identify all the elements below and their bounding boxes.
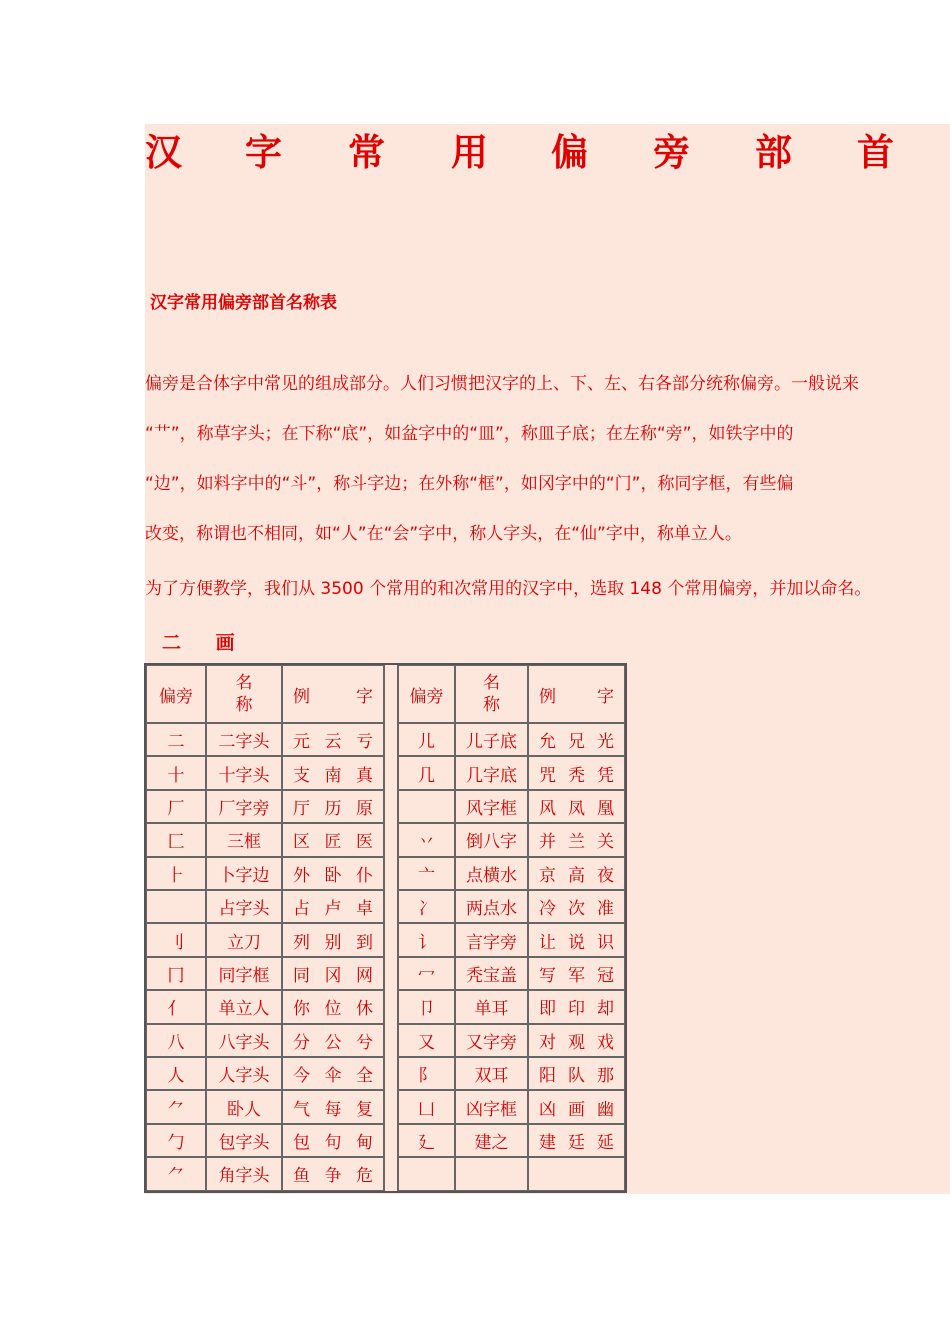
- example-char: 却: [597, 999, 614, 1020]
- radical-cell: 冖: [398, 957, 455, 990]
- example-char: 别: [324, 932, 342, 953]
- example-char: 并: [539, 832, 556, 853]
- example-char: 支: [293, 765, 310, 786]
- header-name-top: 名: [235, 673, 253, 693]
- example-char: 让: [539, 932, 556, 953]
- example-char: 秃: [568, 765, 585, 786]
- example-chars-cell: [282, 857, 384, 890]
- example-char: 今: [293, 1066, 310, 1087]
- example-char: 争: [324, 1166, 342, 1187]
- table-row: [146, 890, 625, 923]
- header-example: [282, 665, 384, 723]
- example-char: 冠: [597, 965, 614, 986]
- example-char: 对: [539, 1032, 556, 1053]
- example-char: 说: [568, 932, 585, 953]
- example-chars-cell: [282, 890, 384, 923]
- example-char: 列: [293, 932, 310, 953]
- example-char: 匠: [324, 832, 342, 853]
- example-char: 仆: [356, 865, 373, 886]
- radical-name-cell: 三框: [206, 823, 282, 856]
- radical-name-cell: 儿子底: [455, 723, 528, 756]
- radical-cell: [146, 890, 206, 923]
- example-char: 甸: [356, 1132, 373, 1153]
- header-radical: 偏旁: [146, 665, 206, 723]
- example-char: 凶: [539, 1099, 556, 1120]
- radical-name-cell: 十字头: [206, 756, 282, 789]
- example-char: 建: [539, 1132, 556, 1153]
- header-example-left: 例: [539, 686, 556, 707]
- table-header-row: [146, 665, 625, 723]
- radical-table: [144, 663, 627, 1193]
- section-heading: [162, 628, 235, 655]
- example-chars-cell: [282, 1057, 384, 1090]
- example-chars-cell: [282, 756, 384, 789]
- example-char: 你: [293, 999, 310, 1020]
- example-char: 风: [539, 798, 556, 819]
- example-char: 卓: [356, 899, 373, 920]
- radical-cell: 丷: [398, 823, 455, 856]
- page-title: [0, 128, 950, 178]
- radical-cell: 凵: [398, 1090, 455, 1123]
- example-char: 包: [293, 1132, 310, 1153]
- example-char: 厅: [293, 798, 310, 819]
- radical-cell: 亠: [398, 857, 455, 890]
- example-char: 廷: [568, 1132, 585, 1153]
- radical-name-cell: 卧人: [206, 1090, 282, 1123]
- example-char: 危: [356, 1166, 373, 1187]
- example-char: 原: [356, 798, 373, 819]
- radical-name-cell: 卜字边: [206, 857, 282, 890]
- radical-cell: 廴: [398, 1124, 455, 1157]
- example-char: 允: [539, 732, 556, 753]
- example-char: 准: [597, 899, 614, 920]
- radical-name-cell: 建之: [455, 1124, 528, 1157]
- table-row: [146, 923, 625, 956]
- header-example: [528, 665, 625, 723]
- example-char: 兮: [356, 1032, 373, 1053]
- radical-cell: 二: [146, 723, 206, 756]
- table-row: [146, 857, 625, 890]
- radical-name-cell: [455, 1157, 528, 1190]
- example-char: 卢: [324, 899, 342, 920]
- example-chars-cell: [528, 756, 625, 789]
- example-char: 气: [293, 1099, 310, 1120]
- example-char: 真: [356, 765, 373, 786]
- example-char: 每: [324, 1099, 342, 1120]
- paragraph-line: 偏旁是合体字中常见的组成部分。人们习惯把汉字的上、下、左、右各部分统称偏旁。一般说来: [145, 374, 859, 394]
- example-char: 凰: [597, 798, 614, 819]
- radical-name-cell: 厂字旁: [206, 790, 282, 823]
- example-char: 分: [293, 1032, 310, 1053]
- example-char: 光: [597, 732, 614, 753]
- example-char: 公: [324, 1032, 342, 1053]
- example-char: 云: [324, 732, 342, 753]
- header-radical: 偏旁: [398, 665, 455, 723]
- radical-name-cell: 单立人: [206, 990, 282, 1023]
- paragraph-line: 改变，称谓也不相同，如“人”在“会”字中，称人字头，在“仙”字中，称单立人。: [145, 524, 742, 544]
- radical-cell: 十: [146, 756, 206, 789]
- example-chars-cell: [282, 1090, 384, 1123]
- example-char: 网: [356, 965, 373, 986]
- example-chars-cell: [528, 823, 625, 856]
- radical-cell: 卩: [398, 990, 455, 1023]
- example-char: 到: [356, 932, 373, 953]
- radical-name-cell: 秃宝盖: [455, 957, 528, 990]
- radical-name-cell: 言字旁: [455, 923, 528, 956]
- title-char: 旁: [653, 131, 690, 174]
- example-char: 那: [597, 1066, 614, 1087]
- subtitle: 汉字常用偏旁部首名称表: [150, 293, 337, 313]
- example-chars-cell: [528, 1090, 625, 1123]
- example-chars-cell: [282, 957, 384, 990]
- example-char: 句: [324, 1132, 342, 1153]
- example-chars-cell: [528, 1024, 625, 1057]
- radical-name-cell: 人字头: [206, 1057, 282, 1090]
- radical-name-cell: 同字框: [206, 957, 282, 990]
- section-heading-char: 画: [215, 632, 235, 654]
- header-name: [206, 665, 282, 723]
- table-row: [146, 957, 625, 990]
- example-char: 队: [568, 1066, 585, 1087]
- paragraph-line: “边”，如料字中的“斗”，称斗字边；在外称“框”，如冈字中的“门”，称同字框，有些偏: [145, 474, 794, 494]
- example-char: 南: [324, 765, 342, 786]
- radical-name-cell: 占字头: [206, 890, 282, 923]
- radical-cell: 亻: [146, 990, 206, 1023]
- radical-name-cell: 八字头: [206, 1024, 282, 1057]
- example-char: 卧: [324, 865, 342, 886]
- example-chars-cell: [282, 1124, 384, 1157]
- table-row: [146, 1057, 625, 1090]
- example-char: 亏: [356, 732, 373, 753]
- table-row: [146, 990, 625, 1023]
- example-char: 凭: [597, 765, 614, 786]
- header-example-left: 例: [293, 686, 310, 707]
- example-char: 同: [293, 965, 310, 986]
- example-chars-cell: [282, 923, 384, 956]
- example-char: 关: [597, 832, 614, 853]
- radical-cell: 匚: [146, 823, 206, 856]
- title-char: 字: [245, 131, 282, 174]
- example-chars-cell: [528, 957, 625, 990]
- example-char: 戏: [597, 1032, 614, 1053]
- example-char: 全: [356, 1066, 373, 1087]
- header-name: [455, 665, 528, 723]
- radical-cell: [398, 790, 455, 823]
- title-char: 部: [755, 131, 792, 174]
- example-char: 复: [356, 1099, 373, 1120]
- title-char: 偏: [551, 131, 588, 174]
- radical-name-cell: 凶字框: [455, 1090, 528, 1123]
- radical-cell: ⺊: [146, 857, 206, 890]
- example-char: 印: [568, 999, 585, 1020]
- example-char: 元: [293, 732, 310, 753]
- radical-cell: 几: [398, 756, 455, 789]
- radical-name-cell: 角字头: [206, 1157, 282, 1190]
- section-heading-char: 二: [162, 632, 182, 654]
- table-row: [146, 756, 625, 789]
- paragraph-line: 为了方便教学，我们从 3500 个常用的和次常用的汉字中，选取 148 个常用偏旁，并加以命名。: [145, 579, 872, 599]
- radical-cell: 人: [146, 1057, 206, 1090]
- example-char: 休: [356, 999, 373, 1020]
- example-char: 兰: [568, 832, 585, 853]
- example-char: 夜: [597, 865, 614, 886]
- radical-cell: 儿: [398, 723, 455, 756]
- radical-name-cell: 又字旁: [455, 1024, 528, 1057]
- radical-cell: ⺈: [146, 1157, 206, 1190]
- example-char: 冷: [539, 899, 556, 920]
- title-char: 汉: [145, 131, 182, 174]
- example-char: 画: [568, 1099, 585, 1120]
- radical-name-cell: 包字头: [206, 1124, 282, 1157]
- example-char: 延: [597, 1132, 614, 1153]
- radical-name-cell: 倒八字: [455, 823, 528, 856]
- header-example-right: 字: [356, 686, 373, 707]
- radical-cell: 厂: [146, 790, 206, 823]
- example-chars-cell: [282, 1157, 384, 1190]
- radical-cell: 冂: [146, 957, 206, 990]
- radical-cell: 刂: [146, 923, 206, 956]
- example-chars-cell: [282, 823, 384, 856]
- table-row: [146, 790, 625, 823]
- header-name-top: 名: [483, 673, 500, 693]
- example-chars-cell: [528, 923, 625, 956]
- radical-name-cell: 两点水: [455, 890, 528, 923]
- example-char: 阳: [539, 1066, 556, 1087]
- example-char: 鱼: [293, 1166, 310, 1187]
- example-chars-cell: [528, 1124, 625, 1157]
- radical-cell: 冫: [398, 890, 455, 923]
- example-char: 占: [293, 899, 310, 920]
- example-char: 京: [539, 865, 556, 886]
- title-char: 首: [857, 131, 894, 174]
- radical-cell: 八: [146, 1024, 206, 1057]
- example-chars-cell: [282, 1024, 384, 1057]
- radical-name-cell: 点横水: [455, 857, 528, 890]
- radical-name-cell: 立刀: [206, 923, 282, 956]
- table-row: [146, 1090, 625, 1123]
- example-char: 次: [568, 899, 585, 920]
- example-chars-cell: [528, 857, 625, 890]
- radical-cell: 阝: [398, 1057, 455, 1090]
- example-char: 观: [568, 1032, 585, 1053]
- example-char: 医: [356, 832, 373, 853]
- example-char: 伞: [324, 1066, 342, 1087]
- table-row: [146, 823, 625, 856]
- example-chars-cell: [282, 790, 384, 823]
- example-char: 位: [324, 999, 342, 1020]
- radical-name-cell: 几字底: [455, 756, 528, 789]
- example-chars-cell: [528, 723, 625, 756]
- header-example-right: 字: [597, 686, 614, 707]
- example-char: 冈: [324, 965, 342, 986]
- radical-cell: 讠: [398, 923, 455, 956]
- example-chars-cell: [282, 723, 384, 756]
- radical-name-cell: 单耳: [455, 990, 528, 1023]
- example-char: 外: [293, 865, 310, 886]
- example-char: 即: [539, 999, 556, 1020]
- example-char: 军: [568, 965, 585, 986]
- example-char: 识: [597, 932, 614, 953]
- table-row: [146, 1157, 625, 1190]
- radical-cell: 勹: [146, 1124, 206, 1157]
- paragraph-line: “艹”，称草字头；在下称“底”，如盆字中的“皿”，称皿子底；在左称“旁”，如铁字中的: [145, 424, 794, 444]
- example-chars-cell: [528, 1157, 625, 1190]
- example-char: 幽: [597, 1099, 614, 1120]
- header-name-bottom: 称: [235, 695, 253, 715]
- table-row: [146, 1124, 625, 1157]
- title-char: 常: [348, 131, 385, 174]
- table-row: [146, 1024, 625, 1057]
- example-char: 历: [324, 798, 342, 819]
- radical-name-cell: 风字框: [455, 790, 528, 823]
- example-chars-cell: [528, 990, 625, 1023]
- example-char: 区: [293, 832, 310, 853]
- radical-cell: 又: [398, 1024, 455, 1057]
- example-char: 兄: [568, 732, 585, 753]
- example-char: 凤: [568, 798, 585, 819]
- example-chars-cell: [528, 790, 625, 823]
- radical-name-cell: 双耳: [455, 1057, 528, 1090]
- example-chars-cell: [528, 1057, 625, 1090]
- table-row: [146, 723, 625, 756]
- example-char: 写: [539, 965, 556, 986]
- radical-name-cell: 二字头: [206, 723, 282, 756]
- radical-cell: [398, 1157, 455, 1190]
- title-char: 用: [451, 131, 488, 174]
- example-char: 高: [568, 865, 585, 886]
- example-chars-cell: [282, 990, 384, 1023]
- header-name-bottom: 称: [483, 695, 500, 715]
- radical-cell: ⺈: [146, 1090, 206, 1123]
- example-char: 咒: [539, 765, 556, 786]
- example-chars-cell: [528, 890, 625, 923]
